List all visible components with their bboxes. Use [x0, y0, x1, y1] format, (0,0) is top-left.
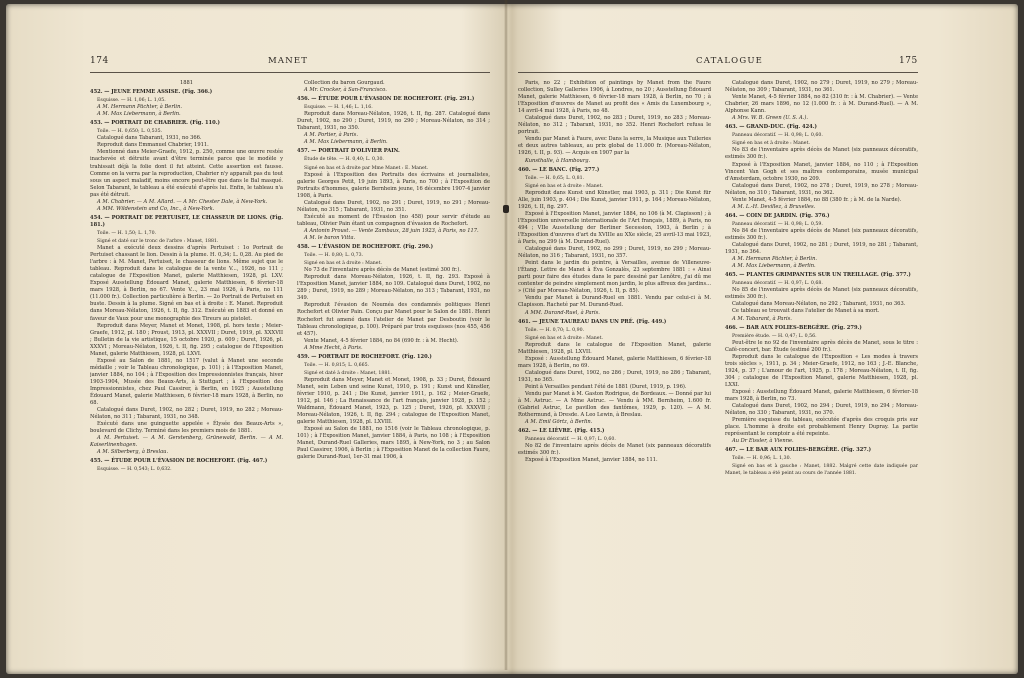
right-column-1: [518, 80, 711, 660]
catalogue-text: Signé et daté à droite : Manet, 1881.: [304, 370, 392, 376]
catalogue-text: Vendu par Manet à Durand-Ruel en 1881. Vendu par celui-ci à M. Clapisson. Racheté par M. Durand-Ruel.: [518, 295, 711, 309]
catalogue-text: Esquisse. — H. 0,543; L. 0,632.: [97, 467, 172, 473]
catalogue-entry-title: 463. — GRAND-DUC. (Fig. 424.): [725, 124, 817, 131]
catalogue-text: Reproduit dans Meyer, Manet et Monet, 1908, pl. hors texte ; Meier-Graefe, 1912, pl. 180 ; Proust, 1913, pl. XXXVII ; Duret, 1919, pl. XXXVII ; Bulletin de la vie artistique, 15 octobre 1920, p. 609 ; Duret, 1926, pl. XXXVI ; Moreau-Nélaton, 1926, t. II, fig. 295 ; catalogue de l'Exposition Manet, galerie Matthiesen, 1928, pl. LXVI.: [90, 322, 283, 357]
catalogue-text: Au Dr Eissler, à Vienne.: [732, 438, 794, 445]
catalogue-text: Reproduit dans Kunst und Künstler, mai 1903, p. 311 ; Die Kunst für Alle, juin 1903, p. 404 ; Die Kunst, janvier 1911, p. 164 ; Moreau-Nélaton, 1926, t. II, fig. 297.: [518, 189, 711, 210]
catalogue-text: Catalogué dans Duret, 1902, no 283 ; Duret, 1919, no 283 ; Moreau-Nélaton, no 312 ; Tabarant, 1931, no 352. Henri Rochefort refusa le portrait.: [518, 115, 711, 136]
catalogue-text: Signé en bas et à droite : Manet.: [525, 335, 603, 341]
catalogue-text: Mentionné dans Meier-Graefe, 1912, p. 250, comme une œuvre restée inachevée et détruite avant d'être terminée parce que le modèle y trahissait déjà la folie dont il fut atteint. Cette assertion est fausse. Comme on la verra par la reproduction, Chabrier n'y apparaît pas du tout sous un aspect maladif, moins encore peut-être que dans le Bal masqué. Selon Tabarant, le tableau a été exécuté d'après lui. Enfin, le tableau n'a pas été détruit.: [90, 149, 283, 198]
catalogue-entry-title: 459. — PORTRAIT DE ROCHEFORT. (Fig. 120.): [297, 353, 432, 360]
right-column-2: [725, 80, 918, 660]
catalogue-text: A M. Portier, à Paris.: [304, 132, 358, 139]
catalogue-entry-title: 452. — JEUNE FEMME ASSISE. (Fig. 366.): [90, 89, 213, 96]
catalogue-text: A M. Emil Görtz, à Berlin.: [525, 419, 593, 426]
catalogue-text: Reproduit dans le catalogue de l'Exposition « Les modes à travers trois siècles », 1911, p. 34 ; Meier-Graefe, 1912, no 163 ; J.-E. Blanche, 1924, p. 37 ; L'amour de l'art, 1925, p. 178 ; Moreau-Nélaton, t. II, fig. 304 ; catalogue de l'Exposition Manet, galerie Matthiesen, 1928, pl. LXXI.: [725, 353, 918, 388]
catalogue-text: Première esquisse du tableau, exécutée d'après des croquis pris sur place. L'homme à droite est probablement Henry Dupray. La partie représentant le comptoir a été repeinte.: [725, 417, 918, 438]
catalogue-text: No 73 de l'inventaire après décès de Manet (estimé 300 fr.).: [304, 267, 462, 274]
catalogue-entry-title: 460. — LE BANC. (Fig. 277.): [518, 166, 600, 173]
right-page: [518, 0, 1018, 670]
left-column-2: [297, 80, 490, 660]
catalogue-text: No 84 de l'inventaire après décès de Manet (six panneaux décoratifs, estimés 300 fr.).: [725, 227, 918, 241]
catalogue-text: A MM. Wildenstein and Co, Inc., à New-York.: [97, 205, 215, 212]
catalogue-text: Exécuté dans une guinguette appelée « Élysée des Beaux-Arts », boulevard de Clichy. Terminé dans les premiers mois de 1881.: [90, 421, 283, 435]
catalogue-text: Catalogué dans Duret, 1902, no 294 ; Duret, 1919, no 294 ; Moreau-Nélaton, no 330 ; Tabarant, 1931, no 370.: [725, 403, 918, 417]
catalogue-text: Panneau décoratif. — H. 0,98; L. 0,59.: [732, 221, 823, 227]
catalogue-text: Toile. — H. 0,96; L. 1,30.: [732, 456, 792, 462]
catalogue-text: Panneau décoratif. — H. 0,97; L. 0,68.: [732, 281, 823, 287]
catalogue-text: Panneau décoratif. — H. 0,98; L. 0,60.: [732, 133, 823, 139]
left-page-title: MANET: [268, 56, 309, 66]
catalogue-entry-title: 465. — PLANTES GRIMPANTES SUR UN TREILLAGE. (Fig. 377.): [725, 272, 911, 279]
left-column-1: [90, 80, 283, 660]
catalogue-text: Reproduit dans Emmanuel Chabrier, 1911.: [97, 142, 209, 149]
catalogue-text: Catalogué dans Duret, 1902, no 286 ; Duret, 1919, no 286 ; Tabarant, 1931, no 365.: [518, 369, 711, 383]
catalogue-text: A MM. Durand-Ruel, à Paris.: [525, 309, 600, 316]
catalogue-text: Exposé à l'Exposition des Portraits des écrivains et journalistes, galerie Georges Petit, 19 juin 1893, à Paris, no 700 ; à l'Exposition de Portraits d'hommes, galerie Bernheim jeune, 16 décembre 1907-4 janvier 1908, à Paris.: [297, 171, 490, 199]
catalogue-text: A M. Max Liebermann, à Berlin.: [97, 111, 181, 118]
catalogue-text: Peint à Versailles pendant l'été de 1881 (Duret, 1919, p. 196).: [525, 383, 687, 390]
catalogue-entry-title: 461. — JEUNE TAUREAU DANS UN PRÉ. (Fig. 449.): [518, 318, 667, 325]
catalogue-text: Vente Manet, 4-5 février 1884, no 88 (380 fr. ; à M. de la Narde).: [732, 196, 902, 203]
catalogue-text: Exécuté au moment de l'Évasion (no 458) pour servir d'étude au tableau, Olivier Pain étant un compagnon d'évasion de Rochefort.: [297, 213, 490, 227]
catalogue-text: No 82 de l'inventaire après décès de Manet (six panneaux décoratifs estimés 300 fr.).: [518, 443, 711, 457]
catalogue-text: Reproduit dans Moreau-Nélaton, 1926, t. II, fig. 293. Exposé à l'Exposition Manet, janvier 1884, no 109. Catalogué dans Duret, 1902, no 289 ; Duret, 1919, no 289 ; Moreau-Nélaton, no 313 ; Tabarant, 1931, no 349.: [297, 274, 490, 302]
catalogue-text: Toile. — H. 0,650; L. 0,535.: [97, 129, 163, 135]
catalogue-text: A Antonin Proust. — Vente Zambaux, 28 juin 1923, à Paris, no 117.: [304, 227, 479, 234]
catalogue-text: Peut-être le no 92 de l'inventaire après décès de Manet, sous le titre : Café-concert, bar. Étude (estimé 200 fr.).: [725, 339, 918, 353]
catalogue-entry-title: 456. — ÉTUDE POUR L'ÉVASION DE ROCHEFORT. (Fig. 291.): [297, 96, 475, 103]
catalogue-text: A M. Silberberg, à Breslau.: [97, 449, 169, 456]
left-header-rule: [90, 72, 490, 73]
catalogue-text: Étude de tête. — H. 0,40; L. 0,30.: [304, 157, 384, 163]
catalogue-text: Vente Manet, 4-5 février 1884, no 84 (690 fr. : à M. Hecht).: [304, 337, 459, 344]
catalogue-text: No 85 de l'inventaire après décès de Manet (six panneaux décoratifs, estimés 300 fr.).: [725, 287, 918, 301]
catalogue-text: Signé en bas et à gauche : Manet, 1882. Malgré cette date indiquée par Manet, le tableau a été peint au cours de l'année 1881.: [725, 464, 918, 477]
catalogue-text: A M. Max Liebermann, à Berlin.: [304, 139, 388, 146]
catalogue-entry-title: 453. — PORTRAIT DE CHABRIER. (Fig. 110.): [90, 120, 220, 127]
left-page: [6, 0, 506, 670]
catalogue-text: Exposé au Salon de 1881, no 1517 (valut à Manet une seconde médaille ; voir le Tableau chronologique, p. 101) ; à l'Exposition Manet, janvier 1884, no 104 ; à l'Exposition des Impressionnistes français, hiver 1903-1904, Musée des Beaux-Arts, à Stuttgart ; à l'Exposition des Impressionnistes, chez Paul Cassirer, à Berlin, en 1925 ; Ausstellung Édouard Manet, galerie Matthiesen, 6 février-18 mars 1928, à Berlin, no 68.: [90, 357, 283, 407]
right-page-title: CATALOGUE: [696, 56, 764, 66]
catalogue-text: Exposé : Ausstellung Édouard Manet, galerie Matthiesen, 6 février-18 mars 1928, à Berlin, no 73.: [725, 388, 918, 403]
catalogue-text: A M. L.-H. Devillez, à Bruxelles.: [732, 203, 816, 210]
catalogue-text: Signé en bas et à droite : Manet.: [525, 183, 603, 189]
catalogue-text: Exposé à l'Exposition Manet, janvier 1884, no 111.: [525, 457, 658, 464]
page-hole: [503, 205, 509, 213]
catalogue-text: 1881: [179, 80, 194, 86]
catalogue-entry-title: 464. — COIN DE JARDIN. (Fig. 376.): [725, 212, 830, 219]
catalogue-text: A M. Chabrier. — A M. Allard. — A Mr. Chester Dale, à New-York.: [97, 198, 268, 205]
catalogue-text: Première étude. — H. 0,47; L. 0,56.: [732, 333, 817, 339]
left-page-number: 174: [90, 56, 109, 66]
catalogue-text: Reproduit dans le catalogue de l'Exposition Manet, galerie Matthiesen, 1928, pl. LXVII.: [518, 341, 711, 355]
catalogue-text: A M. le baron Vitta.: [304, 234, 356, 241]
catalogue-entry-title: 457. — PORTRAIT D'OLIVIER PAIN.: [297, 148, 400, 155]
catalogue-entry-title: 462. — LE LIÈVRE. (Fig. 415.): [518, 428, 605, 435]
catalogue-text: Reproduit l'évasion de Nouméa des condamnés politiques Henri Rochefort et Olivier Pain. Conçu par Manet pour le Salon de 1881. Henri Rochefort fut amené dans l'atelier de Manet par Desboutin (voir le Tableau chronologique, p. 100). Préparé par trois esquisses (nos 455, 456 et 457).: [297, 302, 490, 337]
catalogue-text: Reproduit dans Meyer, Manet et Monet, 1908, p. 33 ; Duret, Édouard Manet, sein Leben und seine Kunst, 1910, p. 191 ; Kunst und Künstler, février 1910, p. 241 ; Die Kunst, janvier 1911, p. 162 ; Meier-Graefe, 1912, pl. 146 ; La Renaissance de l'art français, janvier 1928, p. 152 ; Waldmann, Édouard Manet, 1923, p. 125 ; Duret, 1926, pl. XXXVII ; Moreau-Nélaton, 1926, t. II, fig. 294 ; catalogue de l'Exposition Manet, galerie Matthiesen, 1928, pl. LXVIII.: [297, 376, 490, 426]
catalogue-text: Esquisse. — H. 1,46; L. 1,16.: [304, 105, 373, 111]
catalogue-text: Exposé au Salon de 1881, no 1516 (voir le Tableau chronologique, p. 101) ; à l'Exposition Manet, janvier 1884, à Paris, no 108 ; à l'Exposition Manet, Durand-Ruel Galleries, mars 1895, à New-York, no 3 ; au Salon Paul Cassirer, 1906, à Berlin ; à l'Exposition Manet de la collection Faure, galerie Durand-Ruel, 1er-31 mai 1906, à: [297, 426, 490, 461]
catalogue-text: Toile. — H. 0,80; L. 0,73.: [304, 253, 364, 259]
catalogue-text: Catalogué dans Duret, 1902, no 282 ; Duret, 1919, no 282 ; Moreau-Nélaton, no 311 ; Tabarant, 1931, no 348.: [90, 407, 283, 421]
catalogue-text: A Mme Hecht, à Paris.: [304, 344, 363, 351]
catalogue-text: Ce tableau se trouvait dans l'atelier de Manet à sa mort.: [732, 308, 880, 315]
catalogue-text: Manet a exécuté deux dessins d'après Pertuiset : 1o Portrait de Pertuiset chassant le lion. Dessin à la plume. H. 0,34; L. 0,28. Au pied de l'arbre : à M. Manet, Pertuiset, le chasseur de lions. Même sujet que le tableau. Reproduit dans le catalogue de la vente V..., 1926, no 111 ; catalogue de l'Exposition Manet, galerie Matthiesen, 1928, pl. LXV. Exposé Ausstellung Édouard Manet, galerie Matthiesen, 6 février-18 mars 1928, à Berlin, no 67. Vente V..., 23 mai 1926, à Paris, no 111 (11.000 fr.). Collection particulière à Berlin. — 2o Portrait de Pertuiset en buste. Dessin à la plume. Signé en bas et à droite : E. Manet. Reproduit dans Moreau-Nélaton, 1926, t. II, fig. 312. Exécuté en 1883 et donné en faveur de Vaux pour une monographie des Tireurs au pistolet.: [90, 245, 283, 322]
catalogue-text: Catalogué dans Duret, 1902, no 291 ; Duret, 1919, no 291 ; Moreau-Nélaton, no 315 ; Tabarant, 1931, no 351.: [297, 199, 490, 213]
catalogue-text: Catalogué dans Moreau-Nélaton, no 292 ; Tabarant, 1931, no 363.: [732, 301, 906, 308]
catalogue-text: Catalogué dans Duret, 1902, no 278 ; Duret, 1919, no 278 ; Moreau-Nélaton, no 310 ; Tabarant, 1931, no 362.: [725, 182, 918, 196]
catalogue-text: Vendu par Manet à Faure, avec Dans la serre, la Musique aux Tuileries et deux autres tableaux, au prix global de 11.000 fr. (Moreau-Nélaton, 1926, t. II, p. 93). — Acquis en 1907 par la: [518, 136, 711, 157]
catalogue-text: Esquisse. — H. 1,06; L. 1,05.: [97, 98, 166, 104]
right-header-rule: [518, 72, 918, 73]
catalogue-entry-title: 455. — ÉTUDE POUR L'ÉVASION DE ROCHEFORT. (Fig. 467.): [90, 458, 268, 465]
catalogue-text: Signé en bas et à droite : Manet.: [304, 261, 382, 267]
catalogue-text: Paris, no 22 ; Exhibition of paintings by Manet from the Faure collection, Sulley Galleries 1906, à Londres, no 20 ; Ausstellung Édouard Manet, galerie Matthiesen, 6 février-18 mars 1928, à Berlin, no 70 ; à l'Exposition d'œuvres de Manet au profit des « Amis du Luxembourg », 14 avril-4 mai 1928, à Paris, no 48.: [518, 80, 711, 115]
catalogue-text: Toile. — H. 0,70; L. 0,90.: [525, 327, 585, 333]
catalogue-text: Reproduit dans Moreau-Nélaton, 1926, t. II, fig. 287. Catalogué dans Duret, 1902, no 290 ; Duret, 1919, no 290 ; Moreau-Nélaton, no 314 ; Tabarant, 1931, no 350.: [297, 111, 490, 132]
catalogue-text: A Mr. Crocker, à San-Francisco.: [304, 87, 387, 94]
catalogue-entry-title: 454. — PORTRAIT DE PERTUISET, LE CHASSEUR DE LIONS. (Fig. 181.): [90, 214, 283, 228]
catalogue-text: Panneau décoratif. — H. 0,97; L. 0,60.: [525, 437, 616, 443]
catalogue-text: Vendu par Manet à M. Gaston Rodrigue, de Bordeaux. — Donné par lui à M. Astruc. — A Mme Astruc. — Vendu à MM. Bernheim, 1.600 fr. (Gabriel Astruc, Le pavillon des fantômes, 1929, p. 120). — A M. Rothermund, à Dresde. A Leo Lewin, à Breslau.: [518, 391, 711, 419]
catalogue-text: No 83 de l'inventaire après décès de Manet (six panneaux décoratifs, estimés 300 fr.).: [725, 147, 918, 161]
catalogue-text: Signé en bas et à droite : Manet.: [732, 141, 810, 147]
catalogue-text: A M. Hermann Pächter, à Berlin.: [732, 256, 818, 263]
catalogue-text: Catalogué dans Duret, 1902, no 281 ; Duret, 1919, no 281 ; Tabarant, 1931, no 364.: [725, 242, 918, 256]
catalogue-entry-title: 467. — LE BAR AUX FOLIES-BERGÈRE. (Fig. 327.): [725, 447, 872, 454]
catalogue-text: Catalogué dans Duret, 1902, no 279 ; Duret, 1919, no 279 ; Moreau-Nélaton, no 309 ; Tabarant, 1931, no 361.: [725, 80, 918, 94]
catalogue-text: Toile. — H. 0,815; L. 0,665.: [304, 362, 370, 368]
catalogue-text: A M. Hermann Pächter, à Berlin.: [97, 104, 183, 111]
catalogue-text: Signé en bas et à droite par Mme Manet : E. Manet.: [304, 165, 429, 171]
catalogue-text: Peint dans le jardin du peintre, à Versailles, avenue de Villeneuve-l'Étang. Lettre de Manet à Éva Gonzalès, 23 septembre 1881 : « Ainsi parti pour faire des études dans le parc dessiné par Lenôtre, j'ai dû me contenter de peindre simplement mon jardin, le plus affreux des jardins... » (Cité par Moreau-Nélaton, 1926, t. II, p. 85).: [518, 260, 711, 295]
catalogue-entry-title: 458. — L'ÉVASION DE ROCHEFORT. (Fig. 290.): [297, 244, 434, 251]
catalogue-text: Exposé à l'Exposition Manet, janvier 1884, no 106 (à M. Clapisson) ; à l'Exposition universelle internationale de l'Art français, 1889, à Paris, no 494 ; VIIe Ausstellung der Berliner Secession, 1903, à Berlin ; à l'Exposition d'œuvres d'art du XVIIIe au XXe siècle, 25 avril-13 mai 1923, à Paris, no 299 (à M. Durand-Ruel).: [518, 210, 711, 246]
right-page-number: 175: [899, 56, 918, 66]
catalogue-text: A M. Pertuiset. — A M. Gerstenberg, Grünewald, Berlin. — A M. Kaiserlinenhagen.: [90, 435, 283, 449]
catalogue-text: A M. Tabarant, à Paris.: [732, 315, 792, 322]
catalogue-text: Exposé : Ausstellung Édouard Manet, galerie Matthiesen, 6 février-18 mars 1928, à Berlin, no 69.: [518, 355, 711, 369]
catalogue-text: A Mrs. W. B. Green (U. S. A.).: [732, 115, 808, 122]
catalogue-text: Exposé à l'Exposition Manet, janvier 1884, no 110 ; à l'Exposition Vincent Van Gogh et ses maîtres contemporains, musée municipal d'Amsterdam, octobre 1930, no 209.: [725, 161, 918, 182]
catalogue-text: Catalogué dans Tabarant, 1931, no 366.: [97, 135, 202, 142]
catalogue-text: Toile. — H. 0,65; L. 0,81.: [525, 175, 585, 181]
catalogue-text: Vente Manet, 4-5 février 1884, no 82 (310 fr. : à M. Chabrier). — Vente Chabrier, 26 mars 1896, no 12 (1.000 fr. : à M. Durand-Ruel). — A M. Alphonse Kann.: [725, 94, 918, 115]
catalogue-text: Kunsthalle, à Hambourg.: [525, 157, 591, 164]
catalogue-text: A M. Max Liebermann, à Berlin.: [732, 263, 816, 270]
catalogue-text: Collection du baron Gourgaud.: [304, 80, 385, 86]
catalogue-text: Signé et daté sur le tronc de l'arbre : Manet, 1881.: [97, 238, 219, 244]
catalogue-text: Toile. — H. 1,50; L. 1,70.: [97, 230, 157, 236]
catalogue-entry-title: 466. — BAR AUX FOLIES-BERGÈRE. (Fig. 279.): [725, 324, 862, 331]
catalogue-text: Catalogué dans Duret, 1902, no 299 ; Duret, 1919, no 299 ; Moreau-Nélaton, no 316 ; Tabarant, 1931, no 357.: [518, 246, 711, 260]
